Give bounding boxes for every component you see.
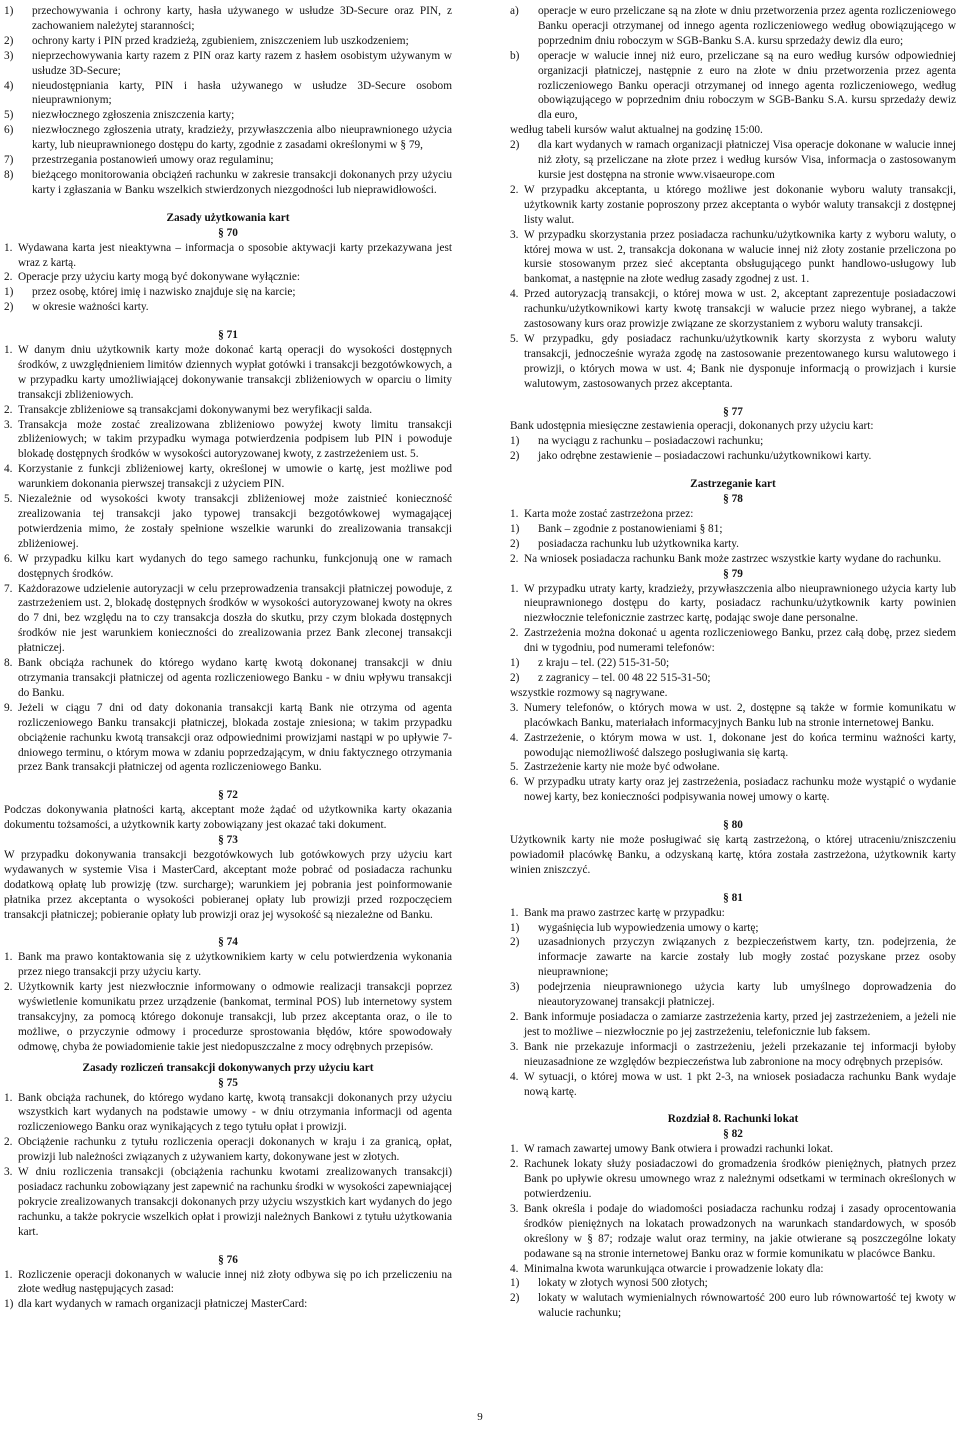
list-item-number: 8) xyxy=(4,168,14,181)
list-item xyxy=(4,168,452,198)
list-item-text: Jeżeli w ciągu 7 dni od daty dokonania transakcji kartą Bank nie otrzyma od agenta rozliczeniowego Banku transakcji płatniczej, blokada zostaje zniesiona; w takim przypadku obciążenie rachunku kwotą transakcji oraz odpowiednimi prowizjami nastąpi w po upływie 7-dniowego terminu, o którym mowa w zdaniu poprzedzającym, w dniu faktycznego otrzymania przez Bank transakcji płatniczej od agenta rozliczeniowego Banku. xyxy=(18,701,452,774)
list-item xyxy=(510,4,956,49)
list-item-number: 3. xyxy=(510,701,519,714)
list-item xyxy=(510,332,956,392)
list-item-number: 4. xyxy=(510,288,519,301)
spacer xyxy=(510,878,956,891)
list-item-text: Użytkownik karty jest niezwłocznie informowany o odmowie realizacji transakcji poprzez wyświetlenie komunikatu przez urządzenie (bankomat, terminal POS) lub internetowy system transakcyjny, za pomocą którego dokonuje transakcji, lub przez akceptanta oraz, o ile to możliwe, o przyczynie odmowy i procedurze sprostowania błędów, które spowodowały odmowę, chyba że powiadomienie takie jest niedopuszczalne z mocy odrębnych przepisów. xyxy=(18,981,452,1053)
list-item-text: Numery telefonów, o których mowa w ust. 2, dostępne są także w formie komunikatu w placówkach Banku, materiałach informacyjnych Banku lub na stronie internetowej Banku. xyxy=(524,701,956,729)
list-item-number: 3. xyxy=(510,228,519,241)
list-item xyxy=(4,1268,452,1298)
section-heading: § 81 xyxy=(723,891,743,904)
list-item xyxy=(510,507,956,522)
list-item-text: nieudostępniania karty, PIN i hasła używanego w usłudze 3D-Secure osobom nieuprawnionym; xyxy=(32,79,452,107)
list-item-number: 2. xyxy=(4,271,13,284)
list-item-text: Bank określa i podaje do wiadomości posiadacza rachunku rodzaj i zasady oprocentowania środków pieniężnych na lokatach prowadzonych na warunkach standardowych, w sposób określony w § 87; rodzaje walut oraz terminy, na jakie otwierane są poszczególne lokaty podawane są na stronie internetowej Banku oraz w formie komunikatu w placówce Banku. xyxy=(524,1202,956,1260)
list-item-number: 2. xyxy=(510,183,519,196)
list-item-text: Bank obciąża rachunek do którego wydano kartę kwotą dokonanej transakcji w dniu otrzymania transakcji płatniczej od agenta rozliczeniowego Banku - w dniu wpływu transakcji do Banku. xyxy=(18,657,452,699)
list-item-text: W przypadku kilku kart wydanych do tego samego rachunku, funkcjonują one w ramach dostępnych środków. xyxy=(18,552,452,580)
list-item xyxy=(510,731,956,761)
list-item-text: Każdorazowe udzielenie autoryzacji w celu przeprowadzenia transakcji płatniczej powoduje, z zastrzeżeniem ust. 2, blokadę dostępnych środków w wysokości autoryzowanej kwoty na okres do 7 dni, bez względu na to czy transakcja doszła do skutku, przy czym blokada dostępnych środków nie jest warunkiem konieczności do zrealizowania przez Bank zleconej transakcji płatniczej. xyxy=(18,582,452,655)
list-item xyxy=(510,287,956,332)
spacer xyxy=(4,1240,452,1253)
list-item-number: 3. xyxy=(4,418,13,431)
section-heading: § 70 xyxy=(218,226,238,239)
list-item-number: 2. xyxy=(510,1158,519,1171)
list-item xyxy=(4,1135,452,1165)
list-item-text: Bank obciąża rachunek, do którego wydano kartę, kwotą transakcji dokonanych przy użyciu wszystkich kart wydanych na podstawie umowy - w dniu otrzymania informacji od agenta rozliczeniowego Banku oraz wynikających z tego tytułu opłat i prowizji. xyxy=(18,1091,452,1134)
list-item-text: W danym dniu użytkownik karty może dokonać kartą operacji do wysokości dostępnych środków, z uwzględnieniem limitów dziennych wypłat gotówki i transakcji bezgotówkowych, a w przypadku karty umożliwiającej dokonywanie transakcji zbliżeniowych w oparciu o limity transakcji zbliżeniowych. xyxy=(18,344,452,401)
list-item xyxy=(4,656,452,701)
list-item-text: W ramach zawartej umowy Bank otwiera i prowadzi rachunki lokat. xyxy=(524,1143,834,1156)
paragraph: Bank udostępnia miesięczne zestawienia operacji, dokonanych przy użyciu kart: xyxy=(510,420,874,433)
list-item-number: 2. xyxy=(510,627,519,640)
list-item-number: 6. xyxy=(510,776,519,789)
list-item-text: dla kart wydanych w ramach organizacji płatniczej Visa operacje dokonane w walucie innej niż złoty, są przeliczane na złote przez i według kursów Visa, informacja o zastosowanym kursie jest dostępna na stronie www.visaeurope.com xyxy=(538,139,956,181)
spacer xyxy=(4,315,452,328)
list-item-text: posiadacza rachunku lub użytkownika karty. xyxy=(538,537,739,550)
list-item-number: 6. xyxy=(4,552,13,565)
list-item-number: 1. xyxy=(4,241,13,254)
list-item-number: 2. xyxy=(4,981,13,994)
section-heading: § 74 xyxy=(218,936,238,949)
list-item xyxy=(510,1291,956,1321)
list-item xyxy=(4,285,452,300)
list-item-text: niezwłocznego zgłoszenia utraty, kradzieży, przywłaszczenia albo nieuprawnionego użycia karty, lub nieuprawnionego dostępu do karty, zgodnie z zasadami określonymi w § 79, xyxy=(32,124,452,152)
list-item xyxy=(4,950,452,980)
list-item-number: 4. xyxy=(510,1262,519,1275)
list-item xyxy=(510,906,956,921)
spacer xyxy=(4,775,452,788)
list-item-text: Zastrzeżenia można dokonać u agenta rozliczeniowego Banku, przez całą dobę, przez siedem dni w tygodniu, pod numerami telefonów: xyxy=(524,627,956,655)
list-item-number: 1. xyxy=(510,906,519,919)
list-item xyxy=(4,241,452,271)
list-item-number: 2. xyxy=(510,1011,519,1023)
list-item-number: 1) xyxy=(510,435,520,448)
list-item-number: 2. xyxy=(4,1136,13,1149)
section-heading: § 75 xyxy=(218,1076,238,1089)
right-column xyxy=(510,4,956,1321)
section-heading: § 80 xyxy=(723,819,743,832)
list-item-text: z zagranicy – tel. 00 48 22 515-31-50; xyxy=(538,671,711,684)
list-item-text: bieżącego monitorowania obciążeń rachunku w zakresie transakcji dokonanych przy użyciu karty i zgłaszania w Banku wszelkich stwierdzonych niezgodności lub nieprawidłowości. xyxy=(32,168,452,196)
list-item xyxy=(510,980,956,1010)
list-item xyxy=(510,138,956,183)
list-item xyxy=(510,1040,956,1070)
list-item xyxy=(510,1142,956,1157)
list-item-number: 1) xyxy=(510,522,520,535)
list-item-text: przestrzegania postanowień umowy oraz regulaminu; xyxy=(32,154,274,167)
list-item-number: 9. xyxy=(4,701,13,714)
list-item-text: w okresie ważności karty. xyxy=(32,301,149,314)
list-item xyxy=(4,4,452,34)
list-item-number: 4. xyxy=(510,731,519,744)
list-item-text: Transakcje zbliżeniowe są transakcjami dokonywanymi bez weryfikacji salda. xyxy=(18,403,373,416)
section-heading: § 79 xyxy=(723,567,743,580)
list-item-text: operacje w walucie innej niż euro, przeliczane są na euro według kursów odpowiedniej organizacji płatniczej, następnie z euro na złote w dniu przetworzenia przez agenta rozliczeniowego Banku operacji otrzymanej od innego agenta rozliczeniowego, według obowiązującego w poprzednim dniu roboczym w SGB-Banku S.A. kursu sprzedaży dewiz dla euro, xyxy=(538,49,956,122)
section-heading: § 73 xyxy=(218,834,238,847)
list-item-text: Korzystanie z funkcji zbliżeniowej karty, określonej w umowie o kartę, jest możliwe pod warunkiem dokonania pierwszej transakcji z użyciem PIN. xyxy=(18,463,452,491)
section-heading: § 82 xyxy=(723,1128,743,1141)
list-item-number: 5. xyxy=(510,332,519,345)
list-item-number: 1. xyxy=(510,1143,519,1156)
list-item-number: 2. xyxy=(4,403,13,416)
list-item-number: 4. xyxy=(4,463,13,476)
list-item-number: b) xyxy=(510,49,520,62)
list-item-number: 1. xyxy=(4,1268,13,1281)
list-item-number: 2) xyxy=(4,34,14,47)
list-item-text: wygaśnięcia lub wypowiedzenia umowy o kartę; xyxy=(538,921,759,934)
list-item-text: Na wniosek posiadacza rachunku Bank może zastrzec wszystkie karty wydane do rachunku. xyxy=(524,552,942,565)
list-item xyxy=(510,582,956,627)
list-item-text: Karta może zostać zastrzeżona przez: xyxy=(524,508,694,520)
list-item-number: 3) xyxy=(4,49,14,62)
list-item-number: 7. xyxy=(4,582,13,595)
list-item-text: Operacje przy użyciu karty mogą być dokonywane wyłącznie: xyxy=(18,271,300,284)
list-item-number: 2) xyxy=(510,671,520,684)
list-item-number: 1. xyxy=(4,344,13,357)
list-item-text: Bank ma prawo zastrzec kartę w przypadku: xyxy=(524,906,725,919)
list-item-number: 2) xyxy=(510,936,520,949)
list-item-number: 4) xyxy=(4,79,14,92)
list-item-number: 5. xyxy=(510,761,519,774)
list-item-text: ochrony karty i PIN przed kradzieżą, zgubieniem, zniszczeniem lub uszkodzeniem; xyxy=(32,34,409,47)
list-item xyxy=(4,980,452,1055)
section-heading: § 78 xyxy=(723,493,743,506)
list-item xyxy=(510,935,956,980)
list-item-text: jako odrębne zestawienie – posiadaczowi rachunku/użytkownikowi karty. xyxy=(538,450,872,463)
section-heading: Zasady rozliczeń transakcji dokonywanych przy użyciu kart xyxy=(82,1061,374,1074)
list-item-text: W dniu rozliczenia transakcji (obciążenia rachunku kwotami zrealizowanych transakcji) posiadacz rachunku zobowiązany jest zapewnić na rachunku środki w wysokości zapewniającej pokrycie zrealizowanych transakcji dokonanych przy użyciu wszystkich kart wydanych do jego rachunku, a także pokrycie wszelkich opłat i prowizji należnych Bankowi z tytułu użytkowania kart. xyxy=(18,1166,452,1238)
list-item xyxy=(510,1262,956,1277)
list-item xyxy=(510,701,956,731)
list-item-text: przechowywania i ochrony karty, hasła używanego w usłudze 3D-Secure oraz PIN, z zachowaniem należytej staranności; xyxy=(32,5,452,32)
list-item-text: na wyciągu z rachunku – posiadaczowi rachunku; xyxy=(538,435,764,448)
list-item-number: 6) xyxy=(4,124,14,137)
list-item-number: 1. xyxy=(510,508,519,520)
list-item xyxy=(510,552,956,567)
spacer xyxy=(510,805,956,818)
list-item-number: 1) xyxy=(4,5,14,17)
list-item-number: 3) xyxy=(510,981,520,994)
list-item-text: operacje w euro przeliczane są na złote w dniu przetworzenia przez agenta rozliczeniowego Banku operacji otrzymanej od innego agenta rozliczeniowego według obowiązującego w poprzednim dniu roboczym w SGB-Banku S.A. kursu sprzedaży dewiz dla euro; xyxy=(538,5,956,47)
spacer xyxy=(510,464,956,477)
section-heading: § 72 xyxy=(218,789,238,802)
spacer xyxy=(510,1099,956,1112)
list-item xyxy=(4,462,452,492)
list-item xyxy=(510,1070,956,1100)
list-item xyxy=(510,671,956,686)
list-item-text: Minimalna kwota warunkująca otwarcie i prowadzenie lokaty dla: xyxy=(524,1262,824,1275)
list-item-number: 1. xyxy=(510,582,519,595)
list-item-text: Bank nie przekazuje informacji o zastrzeżeniu, jeżeli przekazanie tej informacji byłoby nieuzasadnione ze względów bezpieczeństwa lub zabronione na mocy odrębnych przepisów. xyxy=(524,1040,956,1068)
list-item xyxy=(4,123,452,153)
list-item-number: 1. xyxy=(4,1091,13,1104)
list-item-text: z kraju – tel. (22) 515-31-50; xyxy=(538,657,670,670)
paragraph: W przypadku dokonywania transakcji bezgotówkowych lub gotówkowych przy użyciu kart wydawanych w systemie Visa i MasterCard, akceptant może pobrać od posiadacza rachunku dodatkową opłatę lub prowizję (tzw. surcharge); warunkiem jej pobrania jest poinformowanie płatnika przez akceptanta o wysokości pobieranej opłaty lub prowizji przed rozpoczęciem transakcji płatniczej; pobieranie opłaty lub prowizji oraz jej wysokość są niezależne od Banku. xyxy=(4,848,452,921)
list-item-text: W przypadku utraty karty oraz jej zastrzeżenia, posiadacz rachunku może wystąpić o wydanie nowej karty, bez konieczności podpisywania nowej umowy o kartę. xyxy=(524,776,956,804)
list-item-text: Rozliczenie operacji dokonanych w walucie innej niż złoty odbywa się po ich przeliczeniu na złote według następujących zasad: xyxy=(18,1268,452,1296)
list-item xyxy=(510,1157,956,1202)
paragraph: wszystkie rozmowy są nagrywane. xyxy=(510,686,668,699)
list-item-text: W przypadku, gdy posiadacz rachunku/użytkownik karty skorzysta z wyboru waluty transakcji, jednocześnie wyraża zgodę na zastosowanie prezentowanego kursu walutowego i prowizji, o których mowa w ust. 4; Bank nie dysponuje informacją o prowizjach i kursie walutowym, zastosowanych przez akceptanta. xyxy=(524,332,956,390)
paragraph: Podczas dokonywania płatności kartą, akceptant może żądać od użytkownika karty okazania dokumentu tożsamości, a użytkownik karty zobowiązany jest okazać taki dokument. xyxy=(4,804,452,832)
list-item-number: 5. xyxy=(4,493,13,506)
list-item xyxy=(4,108,452,123)
spacer xyxy=(510,392,956,405)
list-item xyxy=(510,228,956,288)
list-item xyxy=(4,552,452,582)
list-item xyxy=(510,537,956,552)
list-item xyxy=(510,183,956,228)
list-item xyxy=(510,921,956,936)
list-item-text: Bank ma prawo kontaktowania się z użytkownikiem karty w celu potwierdzenia wykonania przez niego transakcji przy użyciu karty. xyxy=(18,951,452,979)
page-number: 9 xyxy=(477,1411,483,1423)
list-item xyxy=(510,760,956,775)
list-item xyxy=(510,522,956,537)
list-item xyxy=(510,656,956,671)
list-item xyxy=(4,1297,452,1312)
list-item-text: Bank – zgodnie z postanowieniami § 81; xyxy=(538,522,723,535)
list-item-number: 2. xyxy=(510,552,519,565)
list-item-text: Niezależnie od wysokości kwoty transakcji zbliżeniowej może zaistnieć konieczność zrealizowania tej transakcji jako typowej transakcji bezgotówkowej wymagającej potwierdzenia mimo, że zostały spełnione wszelkie warunki do zrealizowania transakcji zbliżeniowej. xyxy=(18,493,452,550)
spacer xyxy=(4,198,452,211)
section-heading: Zasady użytkowania kart xyxy=(166,211,290,224)
list-item-text: W przypadku utraty karty, kradzieży, przywłaszczenia albo nieuprawnionego użycia karty lub nieuprawnionego dostępu do karty, posiadacz rachunku/użytkownik karty powinien niezwłocznie telefonicznie zastrzec kartę, podając swoje dane personalne. xyxy=(524,582,956,625)
list-item-text: Wydawana karta jest nieaktywna – informacja o sposobie aktywacji karty przekazywana jest wraz z kartą. xyxy=(18,241,452,269)
left-column xyxy=(4,4,452,1312)
list-item xyxy=(510,1202,956,1262)
list-item-number: a) xyxy=(510,5,519,17)
list-item xyxy=(4,270,452,285)
list-item-number: 8. xyxy=(4,657,13,670)
list-item-text: Rachunek lokaty służy posiadaczowi do gromadzenia środków pieniężnych, płatnych przez Bank po upływie okresu umownego wraz z należnymi odsetkami w terminach określonych w potwierdzeniu. xyxy=(524,1158,956,1200)
list-item-number: 5) xyxy=(4,109,14,122)
list-item-text: niezwłocznego zgłoszenia zniszczenia karty; xyxy=(32,109,235,122)
list-item-number: 3. xyxy=(4,1166,13,1179)
paragraph: według tabeli kursów walut aktualnej na godzinę 15:00. xyxy=(510,124,763,137)
list-item xyxy=(510,775,956,805)
list-item xyxy=(4,492,452,552)
list-item-text: podejrzenia nieuprawnionego użycia karty lub umyślnego doprowadzenia do nieautoryzowanej transakcji płatniczej. xyxy=(538,981,956,1009)
list-item xyxy=(4,418,452,463)
list-item-text: dla kart wydanych w ramach organizacji płatniczej MasterCard: xyxy=(18,1298,308,1311)
list-item-text: lokaty w walutach wymienialnych równowartość 200 euro lub równowartość tej kwoty w walucie rachunku; xyxy=(538,1292,956,1320)
section-heading: Zastrzeganie kart xyxy=(690,478,776,491)
list-item xyxy=(4,403,452,418)
list-item-number: 2) xyxy=(510,450,520,463)
list-item-text: W przypadku akceptanta, u którego możliwe jest dokonanie wyboru waluty transakcji, użytkownik karty zostanie poproszony przez akceptanta o wybór waluty transakcji z dostępnej listy walut. xyxy=(524,183,956,226)
list-item xyxy=(510,1010,956,1040)
list-item xyxy=(4,34,452,49)
list-item-number: 2) xyxy=(4,301,14,314)
list-item-number: 1. xyxy=(4,951,13,964)
section-heading: Rozdział 8. Rachunki lokat xyxy=(667,1113,799,1126)
section-heading: § 71 xyxy=(218,329,238,342)
list-item-text: Przed autoryzacją transakcji, o której mowa w ust. 2, akceptant zaprezentuje posiadaczowi rachunku/użytkownikowi karty kwotę transakcji w walucie przez niego wybranej, a także zastosowany kurs oraz prowizje związane ze skorzystaniem z wyboru waluty transakcji. xyxy=(524,288,956,331)
list-item-text: W przypadku skorzystania przez posiadacza rachunku/użytkownika karty z wyboru waluty, o której mowa w ust. 2, transakcja dokonana w walucie innej niż złoty zostanie przeliczona po kursie stosowanym przez sieć akceptanta obsługującego punkt handlowo-usługowy lub bankomat, a następnie na złote według zasady zgodnej z ust. 1. xyxy=(524,228,956,286)
list-item xyxy=(510,449,956,464)
list-item-number: 1) xyxy=(510,1277,520,1290)
list-item xyxy=(4,343,452,403)
list-item-number: 3. xyxy=(510,1040,519,1053)
list-item-number: 7) xyxy=(4,154,14,167)
section-heading: § 76 xyxy=(218,1253,238,1266)
list-item xyxy=(4,582,452,657)
list-item-number: 1) xyxy=(510,921,520,934)
list-item xyxy=(4,1091,452,1136)
list-item-number: 1) xyxy=(4,286,14,299)
list-item-number: 1) xyxy=(510,657,520,670)
list-item-text: Zastrzeżenie karty nie może być odwołane. xyxy=(524,761,720,774)
list-item xyxy=(510,626,956,656)
list-item-text: W sytuacji, o której mowa w ust. 1 pkt 2-3, na wniosek posiadacza rachunku Bank wydaje nową kartę. xyxy=(524,1070,956,1098)
spacer xyxy=(4,922,452,935)
list-item xyxy=(4,1165,452,1240)
list-item-text: Transakcja może zostać zrealizowana zbliżeniowo powyżej kwoty limitu transakcji zbliżeniowych; w takim przypadku wymaga potwierdzenia podpisem lub PIN i powoduje blokadę dostępnych środków w wysokości autoryzowanej kwoty, z zastrzeżeniem ust. 5. xyxy=(18,418,452,461)
list-item-number: 2) xyxy=(510,537,520,550)
list-item-text: przez osobę, której imię i nazwisko znajduje się na karcie; xyxy=(32,286,296,299)
list-item-text: uzasadnionych przyczyn związanych z bezpieczeństwem karty, tzn. podejrzenia, że informacje zawarte na karcie zostały lub mogły zostać pozyskane przez osoby nieuprawnione; xyxy=(538,936,956,979)
list-item-text: Bank informuje posiadacza o zamiarze zastrzeżenia karty, przed jej zastrzeżeniem, a jeżeli nie jest to możliwe – niezwłocznie po jej zastrzeżeniu, telefonicznie lub faksem. xyxy=(524,1011,956,1038)
list-item xyxy=(4,300,452,315)
list-item-number: 3. xyxy=(510,1202,519,1215)
list-item xyxy=(510,1276,956,1291)
list-item xyxy=(4,153,452,168)
list-item-text: lokaty w złotych wynosi 500 złotych; xyxy=(538,1277,708,1290)
list-item-text: Obciążenie rachunku z tytułu rozliczenia operacji dokonanych w kraju i za granicą, opłat, prowizji lub należności związanych z używaniem karty, dokonywane jest w złotych. xyxy=(18,1136,452,1164)
list-item-number: 2) xyxy=(510,1292,520,1305)
list-item-number: 1) xyxy=(4,1298,14,1311)
list-item-text: Zastrzeżenie, o którym mowa w ust. 1, dokonane jest do końca terminu ważności karty, powodując niemożliwość dalszego posługiwania się kartą. xyxy=(524,731,956,759)
list-item xyxy=(510,434,956,449)
section-heading: § 77 xyxy=(723,405,743,418)
list-item-text: nieprzechowywania karty razem z PIN oraz karty razem z hasłem osobistym używanym w usłudze 3D-Secure; xyxy=(32,49,452,77)
list-item-number: 4. xyxy=(510,1070,519,1083)
list-item xyxy=(4,49,452,79)
list-item-number: 2) xyxy=(510,139,520,152)
paragraph: Użytkownik karty nie może posługiwać się kartą zastrzeżoną, o której utraceniu/zniszczeniu powiadomił placówkę Banku, a odzyskaną kartę, która została zastrzeżona, użytkownik karty winien zniszczyć. xyxy=(510,834,956,876)
list-item xyxy=(4,79,452,109)
list-item xyxy=(510,49,956,124)
list-item xyxy=(4,701,452,776)
